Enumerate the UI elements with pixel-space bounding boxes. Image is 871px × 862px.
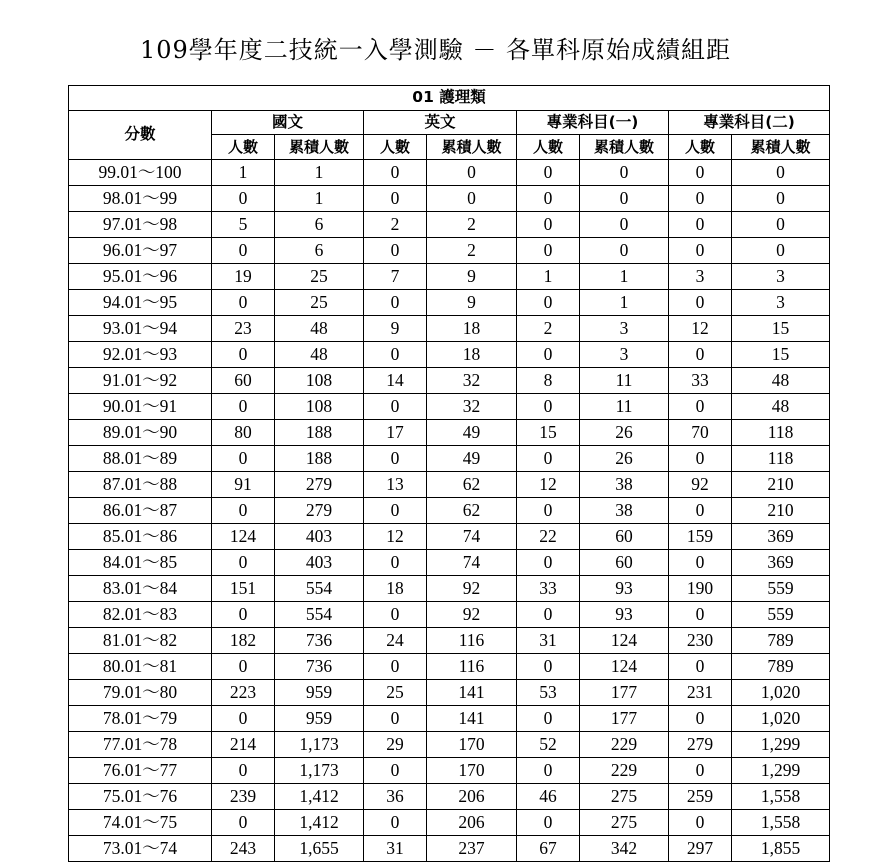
chinese-count-cell: 5 [212, 212, 275, 238]
professional-2-cumulative-cell: 15 [732, 316, 830, 342]
table-row [69, 680, 830, 706]
english-cumulative-cell: 237 [427, 836, 517, 862]
professional-1-cumulative-cell: 177 [580, 706, 669, 732]
professional-2-count-cell: 231 [669, 680, 732, 706]
professional-1-cumulative-cell: 38 [580, 498, 669, 524]
professional-2-cumulative-cell: 48 [732, 368, 830, 394]
english-count-cell: 14 [364, 368, 427, 394]
professional-2-count-cell: 159 [669, 524, 732, 550]
english-cumulative-cell: 0 [427, 160, 517, 186]
professional-1-count-cell: 2 [517, 316, 580, 342]
professional-2-cumulative-cell: 0 [732, 238, 830, 264]
score-range-cell: 96.01～97 [69, 238, 212, 264]
professional-1-count-cell: 12 [517, 472, 580, 498]
english-cumulative-cell: 2 [427, 212, 517, 238]
english-count-cell: 0 [364, 394, 427, 420]
professional-1-cumulative-cell: 11 [580, 394, 669, 420]
score-range-cell: 93.01～94 [69, 316, 212, 342]
professional-2-count-cell: 33 [669, 368, 732, 394]
category-title: 01 護理類 [69, 86, 830, 111]
chinese-count-cell: 19 [212, 264, 275, 290]
chinese-cumulative-cell: 279 [275, 472, 364, 498]
professional-2-cumulative-cell: 0 [732, 160, 830, 186]
table-row [69, 498, 830, 524]
professional-1-count-cell: 31 [517, 628, 580, 654]
english-cumulative-cell: 74 [427, 524, 517, 550]
professional-2-cumulative-cell: 1,558 [732, 784, 830, 810]
subject-header-english: 英文 [364, 111, 517, 135]
professional-2-count-cell: 279 [669, 732, 732, 758]
professional-2-count-cell: 12 [669, 316, 732, 342]
chinese-count-cell: 124 [212, 524, 275, 550]
chinese-count-cell: 0 [212, 654, 275, 680]
document-title: 109學年度二技統一入學測驗 － 各單科原始成績組距 [139, 36, 732, 64]
professional-1-count-cell: 67 [517, 836, 580, 862]
chinese-count-cell: 0 [212, 758, 275, 784]
cumulative-header: 累積人數 [732, 135, 830, 160]
professional-2-count-cell: 230 [669, 628, 732, 654]
score-range-cell: 97.01～98 [69, 212, 212, 238]
subject-header-professional-2: 專業科目(二) [669, 111, 830, 135]
score-range-cell: 77.01～78 [69, 732, 212, 758]
professional-1-count-cell: 22 [517, 524, 580, 550]
english-count-cell: 0 [364, 654, 427, 680]
chinese-cumulative-cell: 108 [275, 394, 364, 420]
chinese-cumulative-cell: 1,173 [275, 732, 364, 758]
professional-2-cumulative-cell: 118 [732, 420, 830, 446]
table-row [69, 732, 830, 758]
professional-2-cumulative-cell: 369 [732, 524, 830, 550]
cumulative-header: 累積人數 [427, 135, 517, 160]
english-cumulative-cell: 92 [427, 602, 517, 628]
professional-1-cumulative-cell: 1 [580, 290, 669, 316]
chinese-count-cell: 0 [212, 498, 275, 524]
professional-1-count-cell: 0 [517, 394, 580, 420]
chinese-count-cell: 0 [212, 342, 275, 368]
chinese-cumulative-cell: 1 [275, 160, 364, 186]
professional-1-count-cell: 0 [517, 758, 580, 784]
english-cumulative-cell: 18 [427, 342, 517, 368]
score-range-cell: 76.01～77 [69, 758, 212, 784]
professional-1-count-cell: 0 [517, 706, 580, 732]
professional-1-cumulative-cell: 275 [580, 784, 669, 810]
score-range-cell: 74.01～75 [69, 810, 212, 836]
professional-1-cumulative-cell: 124 [580, 628, 669, 654]
english-cumulative-cell: 74 [427, 550, 517, 576]
table-row [69, 264, 830, 290]
chinese-cumulative-cell: 25 [275, 290, 364, 316]
english-count-cell: 0 [364, 498, 427, 524]
english-count-cell: 0 [364, 810, 427, 836]
english-cumulative-cell: 32 [427, 368, 517, 394]
table-row [69, 420, 830, 446]
english-count-cell: 0 [364, 706, 427, 732]
professional-1-cumulative-cell: 275 [580, 810, 669, 836]
chinese-count-cell: 151 [212, 576, 275, 602]
professional-1-count-cell: 0 [517, 212, 580, 238]
cumulative-header: 累積人數 [275, 135, 364, 160]
english-cumulative-cell: 116 [427, 628, 517, 654]
professional-1-count-cell: 53 [517, 680, 580, 706]
english-cumulative-cell: 49 [427, 420, 517, 446]
table-row [69, 290, 830, 316]
english-count-cell: 17 [364, 420, 427, 446]
professional-1-count-cell: 46 [517, 784, 580, 810]
english-cumulative-cell: 9 [427, 290, 517, 316]
english-count-cell: 7 [364, 264, 427, 290]
professional-2-count-cell: 0 [669, 212, 732, 238]
chinese-count-cell: 0 [212, 238, 275, 264]
english-cumulative-cell: 2 [427, 238, 517, 264]
professional-2-count-cell: 0 [669, 394, 732, 420]
english-cumulative-cell: 141 [427, 706, 517, 732]
professional-2-cumulative-cell: 1,020 [732, 706, 830, 732]
chinese-cumulative-cell: 48 [275, 316, 364, 342]
chinese-cumulative-cell: 1,173 [275, 758, 364, 784]
chinese-count-cell: 239 [212, 784, 275, 810]
chinese-count-cell: 0 [212, 550, 275, 576]
table-row [69, 784, 830, 810]
table-row [69, 446, 830, 472]
english-cumulative-cell: 170 [427, 732, 517, 758]
professional-1-count-cell: 1 [517, 264, 580, 290]
english-count-cell: 0 [364, 602, 427, 628]
table-row [69, 836, 830, 862]
chinese-count-cell: 223 [212, 680, 275, 706]
english-cumulative-cell: 206 [427, 784, 517, 810]
professional-2-cumulative-cell: 1,299 [732, 758, 830, 784]
professional-1-count-cell: 0 [517, 498, 580, 524]
professional-1-cumulative-cell: 38 [580, 472, 669, 498]
score-range-cell: 98.01～99 [69, 186, 212, 212]
english-cumulative-cell: 49 [427, 446, 517, 472]
chinese-cumulative-cell: 736 [275, 654, 364, 680]
english-count-cell: 0 [364, 186, 427, 212]
score-column-header: 分數 [69, 111, 212, 160]
professional-2-count-cell: 190 [669, 576, 732, 602]
professional-2-cumulative-cell: 15 [732, 342, 830, 368]
professional-1-count-cell: 33 [517, 576, 580, 602]
score-range-cell: 91.01～92 [69, 368, 212, 394]
table-row [69, 602, 830, 628]
english-count-cell: 0 [364, 446, 427, 472]
professional-2-cumulative-cell: 1,020 [732, 680, 830, 706]
table-row [69, 186, 830, 212]
professional-2-count-cell: 0 [669, 602, 732, 628]
score-range-cell: 78.01～79 [69, 706, 212, 732]
table-row [69, 810, 830, 836]
professional-2-cumulative-cell: 118 [732, 446, 830, 472]
professional-1-cumulative-cell: 0 [580, 186, 669, 212]
english-cumulative-cell: 0 [427, 186, 517, 212]
chinese-count-cell: 60 [212, 368, 275, 394]
professional-2-cumulative-cell: 210 [732, 498, 830, 524]
chinese-cumulative-cell: 25 [275, 264, 364, 290]
score-range-cell: 75.01～76 [69, 784, 212, 810]
chinese-cumulative-cell: 6 [275, 238, 364, 264]
english-cumulative-cell: 170 [427, 758, 517, 784]
professional-1-count-cell: 0 [517, 290, 580, 316]
english-cumulative-cell: 116 [427, 654, 517, 680]
chinese-count-cell: 0 [212, 602, 275, 628]
professional-1-count-cell: 0 [517, 446, 580, 472]
english-count-cell: 9 [364, 316, 427, 342]
subject-header-professional-1: 專業科目(一) [517, 111, 669, 135]
score-distribution-table [68, 85, 830, 862]
professional-2-count-cell: 297 [669, 836, 732, 862]
table-row [69, 316, 830, 342]
score-range-cell: 95.01～96 [69, 264, 212, 290]
professional-1-count-cell: 0 [517, 550, 580, 576]
professional-2-count-cell: 70 [669, 420, 732, 446]
score-range-cell: 89.01～90 [69, 420, 212, 446]
score-range-cell: 83.01～84 [69, 576, 212, 602]
professional-2-cumulative-cell: 559 [732, 602, 830, 628]
english-count-cell: 29 [364, 732, 427, 758]
professional-1-cumulative-cell: 0 [580, 160, 669, 186]
chinese-count-cell: 0 [212, 186, 275, 212]
chinese-cumulative-cell: 1,412 [275, 810, 364, 836]
table-row [69, 550, 830, 576]
professional-1-cumulative-cell: 229 [580, 732, 669, 758]
professional-1-count-cell: 0 [517, 238, 580, 264]
professional-2-count-cell: 0 [669, 342, 732, 368]
chinese-count-cell: 91 [212, 472, 275, 498]
chinese-count-cell: 182 [212, 628, 275, 654]
professional-2-count-cell: 259 [669, 784, 732, 810]
professional-2-count-cell: 0 [669, 810, 732, 836]
professional-2-cumulative-cell: 48 [732, 394, 830, 420]
table-row [69, 654, 830, 680]
table-row [69, 212, 830, 238]
count-header: 人數 [517, 135, 580, 160]
chinese-cumulative-cell: 959 [275, 706, 364, 732]
chinese-count-cell: 0 [212, 446, 275, 472]
professional-2-cumulative-cell: 789 [732, 654, 830, 680]
table-row [69, 472, 830, 498]
english-count-cell: 18 [364, 576, 427, 602]
table-row [69, 524, 830, 550]
professional-2-count-cell: 0 [669, 706, 732, 732]
score-range-cell: 84.01～85 [69, 550, 212, 576]
professional-1-cumulative-cell: 177 [580, 680, 669, 706]
category-header-row [69, 86, 830, 111]
english-count-cell: 2 [364, 212, 427, 238]
subject-header-row [69, 111, 830, 135]
count-header: 人數 [669, 135, 732, 160]
professional-1-cumulative-cell: 26 [580, 446, 669, 472]
english-cumulative-cell: 62 [427, 498, 517, 524]
chinese-cumulative-cell: 959 [275, 680, 364, 706]
table-row [69, 758, 830, 784]
chinese-cumulative-cell: 736 [275, 628, 364, 654]
english-cumulative-cell: 62 [427, 472, 517, 498]
english-count-cell: 0 [364, 342, 427, 368]
table-row [69, 238, 830, 264]
professional-1-count-cell: 0 [517, 602, 580, 628]
score-range-cell: 80.01～81 [69, 654, 212, 680]
professional-2-count-cell: 0 [669, 160, 732, 186]
professional-1-cumulative-cell: 93 [580, 576, 669, 602]
professional-1-count-cell: 0 [517, 810, 580, 836]
table-row [69, 160, 830, 186]
professional-1-count-cell: 0 [517, 342, 580, 368]
english-count-cell: 0 [364, 290, 427, 316]
chinese-cumulative-cell: 6 [275, 212, 364, 238]
english-count-cell: 12 [364, 524, 427, 550]
chinese-count-cell: 0 [212, 290, 275, 316]
professional-1-cumulative-cell: 1 [580, 264, 669, 290]
professional-2-count-cell: 0 [669, 238, 732, 264]
table-row [69, 628, 830, 654]
score-range-cell: 88.01～89 [69, 446, 212, 472]
professional-2-cumulative-cell: 1,299 [732, 732, 830, 758]
score-range-cell: 94.01～95 [69, 290, 212, 316]
english-count-cell: 24 [364, 628, 427, 654]
subject-header-chinese: 國文 [212, 111, 364, 135]
chinese-count-cell: 80 [212, 420, 275, 446]
chinese-cumulative-cell: 279 [275, 498, 364, 524]
english-count-cell: 13 [364, 472, 427, 498]
english-cumulative-cell: 32 [427, 394, 517, 420]
english-cumulative-cell: 206 [427, 810, 517, 836]
count-header: 人數 [212, 135, 275, 160]
professional-2-cumulative-cell: 559 [732, 576, 830, 602]
chinese-cumulative-cell: 554 [275, 576, 364, 602]
cumulative-header: 累積人數 [580, 135, 669, 160]
professional-2-cumulative-cell: 3 [732, 264, 830, 290]
english-cumulative-cell: 92 [427, 576, 517, 602]
professional-1-cumulative-cell: 11 [580, 368, 669, 394]
professional-1-cumulative-cell: 26 [580, 420, 669, 446]
chinese-cumulative-cell: 1,655 [275, 836, 364, 862]
score-range-cell: 86.01～87 [69, 498, 212, 524]
chinese-count-cell: 0 [212, 810, 275, 836]
chinese-cumulative-cell: 1 [275, 186, 364, 212]
professional-1-cumulative-cell: 124 [580, 654, 669, 680]
score-range-cell: 85.01～86 [69, 524, 212, 550]
english-cumulative-cell: 9 [427, 264, 517, 290]
chinese-count-cell: 23 [212, 316, 275, 342]
professional-1-count-cell: 52 [517, 732, 580, 758]
professional-1-cumulative-cell: 0 [580, 238, 669, 264]
english-count-cell: 0 [364, 238, 427, 264]
table-row [69, 342, 830, 368]
chinese-cumulative-cell: 554 [275, 602, 364, 628]
professional-2-count-cell: 0 [669, 550, 732, 576]
chinese-cumulative-cell: 403 [275, 550, 364, 576]
table-row [69, 576, 830, 602]
english-count-cell: 25 [364, 680, 427, 706]
professional-1-cumulative-cell: 3 [580, 342, 669, 368]
table-row [69, 706, 830, 732]
professional-2-cumulative-cell: 0 [732, 186, 830, 212]
score-range-cell: 79.01～80 [69, 680, 212, 706]
professional-2-cumulative-cell: 1,855 [732, 836, 830, 862]
english-cumulative-cell: 141 [427, 680, 517, 706]
professional-2-count-cell: 0 [669, 290, 732, 316]
chinese-count-cell: 214 [212, 732, 275, 758]
score-range-cell: 90.01～91 [69, 394, 212, 420]
chinese-cumulative-cell: 188 [275, 446, 364, 472]
professional-1-count-cell: 15 [517, 420, 580, 446]
professional-2-count-cell: 0 [669, 654, 732, 680]
professional-2-cumulative-cell: 3 [732, 290, 830, 316]
professional-1-cumulative-cell: 0 [580, 212, 669, 238]
professional-1-cumulative-cell: 93 [580, 602, 669, 628]
professional-2-count-cell: 0 [669, 758, 732, 784]
score-range-cell: 87.01～88 [69, 472, 212, 498]
professional-2-count-cell: 92 [669, 472, 732, 498]
professional-2-cumulative-cell: 1,558 [732, 810, 830, 836]
professional-1-cumulative-cell: 342 [580, 836, 669, 862]
english-cumulative-cell: 18 [427, 316, 517, 342]
chinese-count-cell: 243 [212, 836, 275, 862]
professional-2-cumulative-cell: 210 [732, 472, 830, 498]
score-range-cell: 73.01～74 [69, 836, 212, 862]
professional-1-cumulative-cell: 229 [580, 758, 669, 784]
english-count-cell: 0 [364, 758, 427, 784]
professional-1-count-cell: 0 [517, 186, 580, 212]
chinese-cumulative-cell: 1,412 [275, 784, 364, 810]
professional-2-count-cell: 0 [669, 446, 732, 472]
chinese-cumulative-cell: 188 [275, 420, 364, 446]
chinese-cumulative-cell: 48 [275, 342, 364, 368]
score-range-cell: 81.01～82 [69, 628, 212, 654]
professional-1-count-cell: 0 [517, 654, 580, 680]
professional-1-cumulative-cell: 60 [580, 524, 669, 550]
table-body [69, 160, 830, 862]
professional-2-count-cell: 0 [669, 498, 732, 524]
professional-1-count-cell: 0 [517, 160, 580, 186]
professional-1-count-cell: 8 [517, 368, 580, 394]
professional-1-cumulative-cell: 3 [580, 316, 669, 342]
english-count-cell: 0 [364, 550, 427, 576]
english-count-cell: 0 [364, 160, 427, 186]
table-row [69, 394, 830, 420]
professional-1-cumulative-cell: 60 [580, 550, 669, 576]
table-row [69, 368, 830, 394]
english-count-cell: 36 [364, 784, 427, 810]
professional-2-cumulative-cell: 0 [732, 212, 830, 238]
chinese-cumulative-cell: 403 [275, 524, 364, 550]
chinese-count-cell: 0 [212, 394, 275, 420]
score-range-cell: 82.01～83 [69, 602, 212, 628]
professional-2-cumulative-cell: 789 [732, 628, 830, 654]
professional-2-count-cell: 3 [669, 264, 732, 290]
professional-2-count-cell: 0 [669, 186, 732, 212]
score-range-cell: 99.01～100 [69, 160, 212, 186]
professional-2-cumulative-cell: 369 [732, 550, 830, 576]
chinese-count-cell: 1 [212, 160, 275, 186]
english-count-cell: 31 [364, 836, 427, 862]
count-header: 人數 [364, 135, 427, 160]
score-range-cell: 92.01～93 [69, 342, 212, 368]
chinese-count-cell: 0 [212, 706, 275, 732]
chinese-cumulative-cell: 108 [275, 368, 364, 394]
